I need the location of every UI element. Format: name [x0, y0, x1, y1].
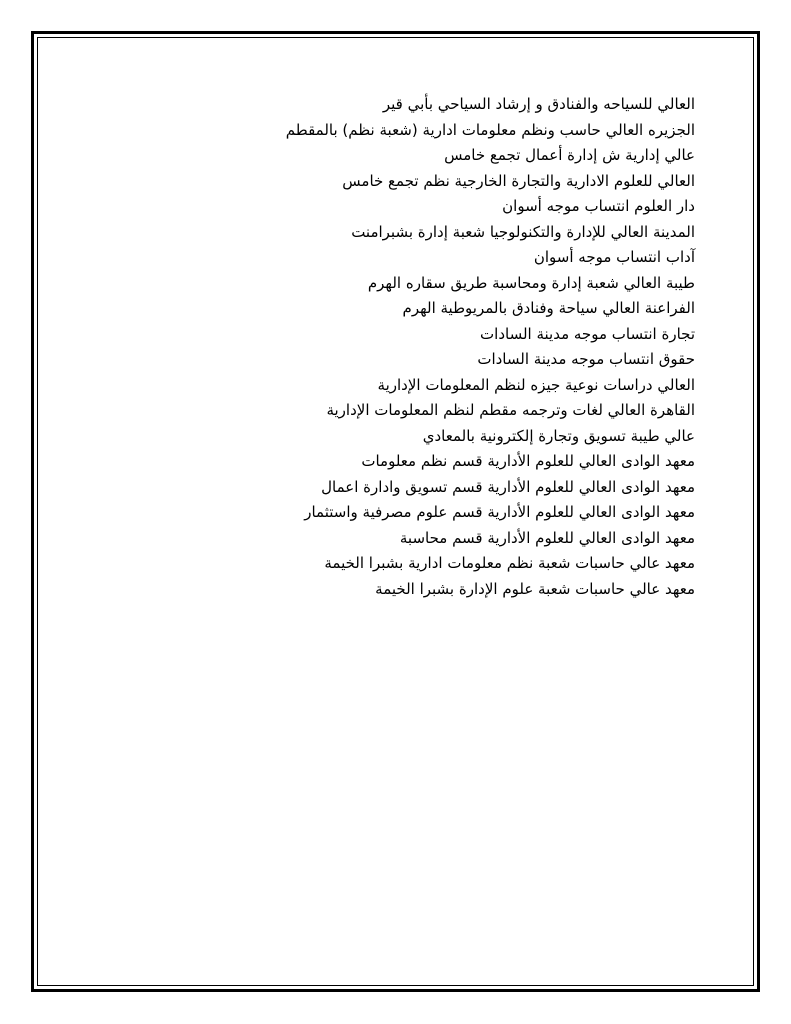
- list-item: تجارة انتساب موجه مدينة السادات: [480, 324, 695, 343]
- list-item: القاهرة العالي لغات وترجمه مقطم لنظم المعلومات الإدارية: [326, 401, 695, 419]
- list-item: عالي طيبة تسويق وتجارة إلكترونية بالمعادي: [422, 426, 695, 445]
- list-item: معهد الوادى العالي للعلوم الأدارية قسم تسويق وادارة اعمال: [321, 477, 695, 496]
- list-item: طيبة العالي شعبة إدارة ومحاسبة طريق سقاره الهرم: [367, 273, 695, 292]
- list-item: العالي للسياحه والفنادق و إرشاد السياحي بأبي قير: [382, 95, 695, 113]
- list-item: معهد الوادى العالي للعلوم الأدارية قسم محاسبة: [399, 528, 695, 547]
- list-item: عالي إدارية ش إدارة أعمال تجمع خامس: [444, 146, 695, 164]
- list-item: العالي دراسات نوعية جيزه لنظم المعلومات الإدارية: [377, 375, 695, 394]
- institute-list: [95, 92, 695, 602]
- list-item: معهد عالي حاسبات شعبة نظم معلومات ادارية بشبرا الخيمة: [324, 554, 695, 572]
- list-item: معهد عالي حاسبات شعبة علوم الإدارة بشبرا الخيمة: [375, 579, 695, 598]
- list-item: العالي للعلوم الادارية والتجارة الخارجية نظم تجمع خامس: [342, 171, 695, 190]
- list-item: الجزيره العالي حاسب ونظم معلومات ادارية (شعبة نظم) بالمقطم: [285, 120, 695, 139]
- list-item: معهد الوادى العالي للعلوم الأدارية قسم علوم مصرفية واستثمار: [304, 503, 695, 521]
- list-item: معهد الوادى العالي للعلوم الأدارية قسم نظم معلومات: [361, 452, 695, 470]
- list-item: حقوق انتساب موجه مدينة السادات: [477, 350, 695, 368]
- list-item: المدينة العالي للإدارة والتكنولوجيا شعبة إدارة بشبرامنت: [351, 222, 695, 241]
- list-item: دار العلوم انتساب موجه أسوان: [502, 197, 695, 215]
- list-item: آداب انتساب موجه أسوان: [533, 248, 695, 266]
- list-item: الفراعنة العالي سياحة وفنادق بالمريوطية الهرم: [402, 299, 695, 317]
